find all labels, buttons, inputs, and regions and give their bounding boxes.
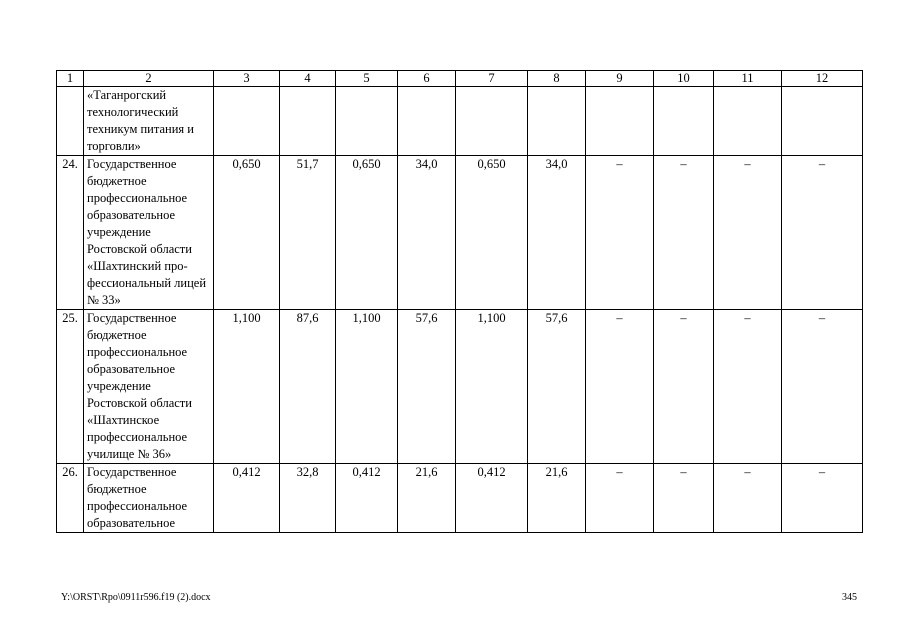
table-cell: 1,100 (214, 310, 280, 464)
table-cell: – (654, 156, 714, 310)
table-cell (714, 87, 782, 156)
table-row (57, 464, 863, 533)
table-cell: – (586, 310, 654, 464)
column-header: 11 (714, 71, 782, 87)
table-cell: 0,650 (456, 156, 528, 310)
table-cell: 0,412 (214, 464, 280, 533)
table-cell: 57,6 (398, 310, 456, 464)
table-header-row (57, 71, 863, 87)
column-header: 2 (84, 71, 214, 87)
column-header: 8 (528, 71, 586, 87)
institution-name: «Таганрогский технологический техникум питания и торговли» (84, 87, 214, 156)
data-table (56, 70, 863, 533)
table-cell: 51,7 (280, 156, 336, 310)
table-cell: 87,6 (280, 310, 336, 464)
row-number: 26. (57, 464, 84, 533)
table-cell (398, 87, 456, 156)
table-row (57, 156, 863, 310)
table-cell: 0,650 (336, 156, 398, 310)
column-header: 1 (57, 71, 84, 87)
table-cell: – (654, 310, 714, 464)
row-number: 25. (57, 310, 84, 464)
table-cell: – (782, 310, 863, 464)
table-cell: 21,6 (398, 464, 456, 533)
table-cell: 1,100 (456, 310, 528, 464)
institution-name: Государственное бюджетное профессиональное образовательное учреждение Ростовской области «Шахтинское профессиональное училище № 36» (84, 310, 214, 464)
row-number: 24. (57, 156, 84, 310)
column-header: 12 (782, 71, 863, 87)
table-cell: 34,0 (398, 156, 456, 310)
table-cell: – (714, 310, 782, 464)
table-cell (586, 87, 654, 156)
table-row (57, 87, 863, 156)
table-cell: 0,412 (336, 464, 398, 533)
page-number: 345 (842, 592, 857, 603)
table-cell: 0,650 (214, 156, 280, 310)
table-cell: – (714, 156, 782, 310)
table-cell: – (782, 464, 863, 533)
table-cell (336, 87, 398, 156)
table-cell (214, 87, 280, 156)
table-cell: 1,100 (336, 310, 398, 464)
table-cell: 32,8 (280, 464, 336, 533)
table-cell: – (586, 156, 654, 310)
table-cell (528, 87, 586, 156)
institution-name: Государственное бюджетное профессиональное образовательное учреждение Ростовской области «Шахтинский профессиональный лицей № 33» (84, 156, 214, 310)
footer-file-path: Y:\ORST\Rpo\0911r596.f19 (2).docx (61, 592, 211, 603)
table-cell (654, 87, 714, 156)
table-cell: 21,6 (528, 464, 586, 533)
table-row (57, 310, 863, 464)
table-cell: – (654, 464, 714, 533)
table-cell (456, 87, 528, 156)
table-cell: 57,6 (528, 310, 586, 464)
column-header: 5 (336, 71, 398, 87)
table-cell: 34,0 (528, 156, 586, 310)
column-header: 10 (654, 71, 714, 87)
institution-name: Государственное бюджетное профессиональное образовательное (84, 464, 214, 533)
column-header: 4 (280, 71, 336, 87)
table-cell: – (782, 156, 863, 310)
column-header: 6 (398, 71, 456, 87)
table-cell: 0,412 (456, 464, 528, 533)
table-cell: – (714, 464, 782, 533)
column-header: 3 (214, 71, 280, 87)
table-cell (782, 87, 863, 156)
row-number (57, 87, 84, 156)
table-cell (280, 87, 336, 156)
table-cell: – (586, 464, 654, 533)
column-header: 7 (456, 71, 528, 87)
column-header: 9 (586, 71, 654, 87)
